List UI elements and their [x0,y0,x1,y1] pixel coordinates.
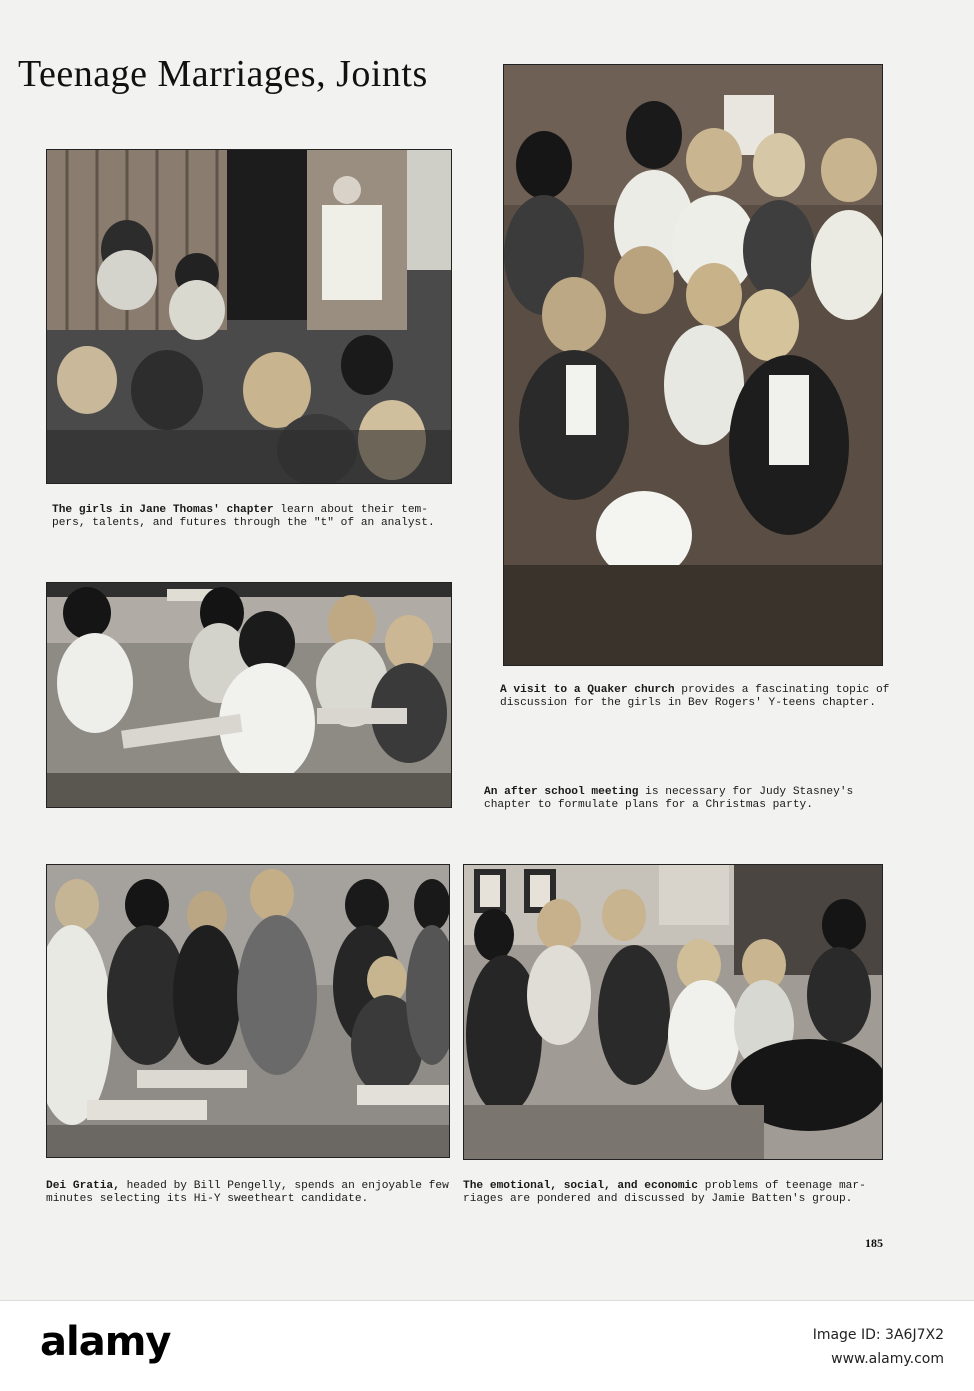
watermark-footer [0,1300,974,1391]
caption-text: headed by Bill Pengelly, spends an enjoyable few [119,1180,449,1192]
photo-dei-gratia-group [46,864,450,1158]
caption-lead: The girls in Jane Thomas' chapter [52,504,274,516]
caption-text: riages are pondered and discussed by Jamie Batten's group. [463,1193,853,1205]
caption-lead: An after school meeting [484,786,639,798]
caption-text: problems of teenage mar- [697,1180,866,1192]
alamy-logo: alamy [40,1319,171,1365]
caption-judy-stasney-chapter [484,786,904,812]
caption-jamie-batten-group [463,1180,903,1206]
caption-jane-thomas-chapter [52,504,452,530]
page-number: 185 [865,1236,883,1250]
caption-lead: The emotional, social, and economic [463,1180,698,1192]
caption-text: learn about their tem- [273,504,428,516]
caption-text: minutes selecting its Hi-Y sweetheart candidate. [46,1193,369,1205]
caption-text: pers, talents, and futures through the "t" of an analyst. [52,517,435,529]
photo-judy-stasney-chapter [46,582,452,808]
caption-text: discussion for the girls in Bev Rogers' Y-teens chapter. [500,697,876,709]
page-title: Teenage Marriages, Joints [18,53,428,95]
image-id-label: Image ID: 3A6J7X2 [812,1327,944,1343]
caption-text: is necessary for Judy Stasney's [638,786,854,798]
photo-jane-thomas-chapter [46,149,452,484]
watermark-url: www.alamy.com [831,1351,944,1367]
caption-dei-gratia [46,1180,466,1206]
caption-text: provides a fascinating topic of [674,684,890,696]
caption-lead: Dei Gratia, [46,1180,120,1192]
photo-jamie-batten-group [463,864,883,1160]
caption-lead: A visit to a Quaker church [500,684,675,696]
photo-bev-rogers-chapter [503,64,883,666]
caption-text: chapter to formulate plans for a Christmas party. [484,799,813,811]
caption-bev-rogers-chapter [500,684,900,710]
